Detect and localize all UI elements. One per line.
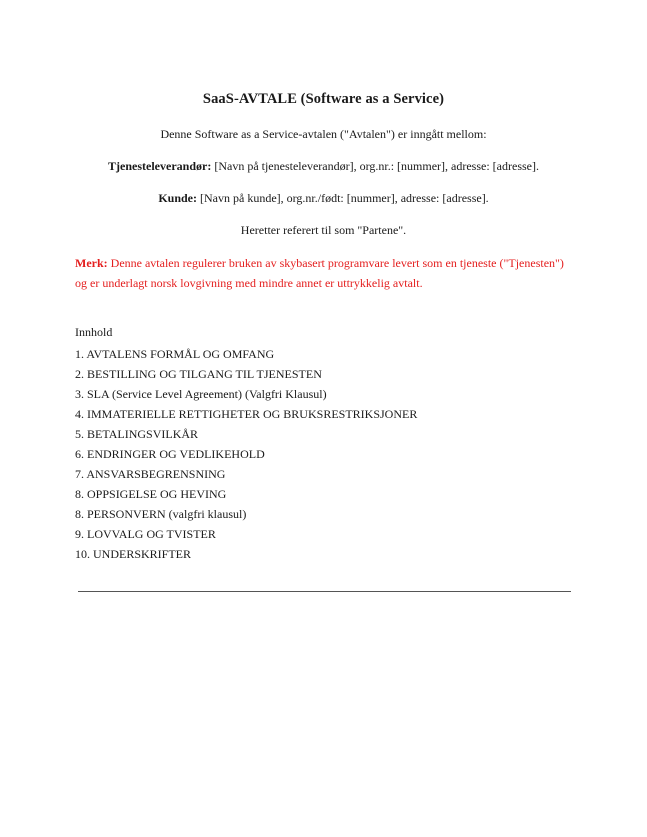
section-divider xyxy=(78,591,571,592)
customer-details: [Navn på kunde], org.nr./født: [nummer], adresse: [adresse]. xyxy=(197,191,489,205)
customer-line xyxy=(0,191,647,206)
provider-label: Tjenesteleverandør: xyxy=(108,159,212,173)
toc-heading: Innhold xyxy=(75,325,113,339)
toc-item: 3. SLA (Service Level Agreement) (Valgfri Klausul) xyxy=(75,387,327,401)
toc-item: 1. AVTALENS FORMÅL OG OMFANG xyxy=(75,347,275,361)
note-text: Denne avtalen regulerer bruken av skybasert programvare levert som en tjeneste ("Tjenesten") og er underlagt norsk lovgivning med mindre annet er uttrykkelig avtalt. xyxy=(75,256,564,290)
toc-item: 8. PERSONVERN (valgfri klausul) xyxy=(75,507,247,521)
table-of-contents xyxy=(75,346,417,566)
document-title: SaaS-AVTALE (Software as a Service) xyxy=(202,91,445,107)
toc-item: 6. ENDRINGER OG VEDLIKEHOLD xyxy=(75,447,265,461)
intro-text: Denne Software as a Service-avtalen ("Avtalen") er inngått mellom: xyxy=(160,127,487,141)
note-label: Merk: xyxy=(75,256,108,270)
toc-item: 7. ANSVARSBEGRENSNING xyxy=(75,467,226,481)
toc-item: 2. BESTILLING OG TILGANG TIL TJENESTEN xyxy=(75,367,322,381)
toc-item: 10. UNDERSKRIFTER xyxy=(75,547,192,561)
parties-text: Heretter referert til som "Partene". xyxy=(240,223,407,237)
toc-item: 5. BETALINGSVILKÅR xyxy=(75,427,199,441)
provider-line xyxy=(0,159,647,174)
provider-details: [Navn på tjenesteleverandør], org.nr.: [nummer], adresse: [adresse]. xyxy=(211,159,539,173)
toc-item: 4. IMMATERIELLE RETTIGHETER OG BRUKSRESTRIKSJONER xyxy=(75,407,418,421)
note-paragraph xyxy=(75,253,575,293)
toc-item: 9. LOVVALG OG TVISTER xyxy=(75,527,216,541)
toc-item: 8. OPPSIGELSE OG HEVING xyxy=(75,487,227,501)
customer-label: Kunde: xyxy=(158,191,197,205)
